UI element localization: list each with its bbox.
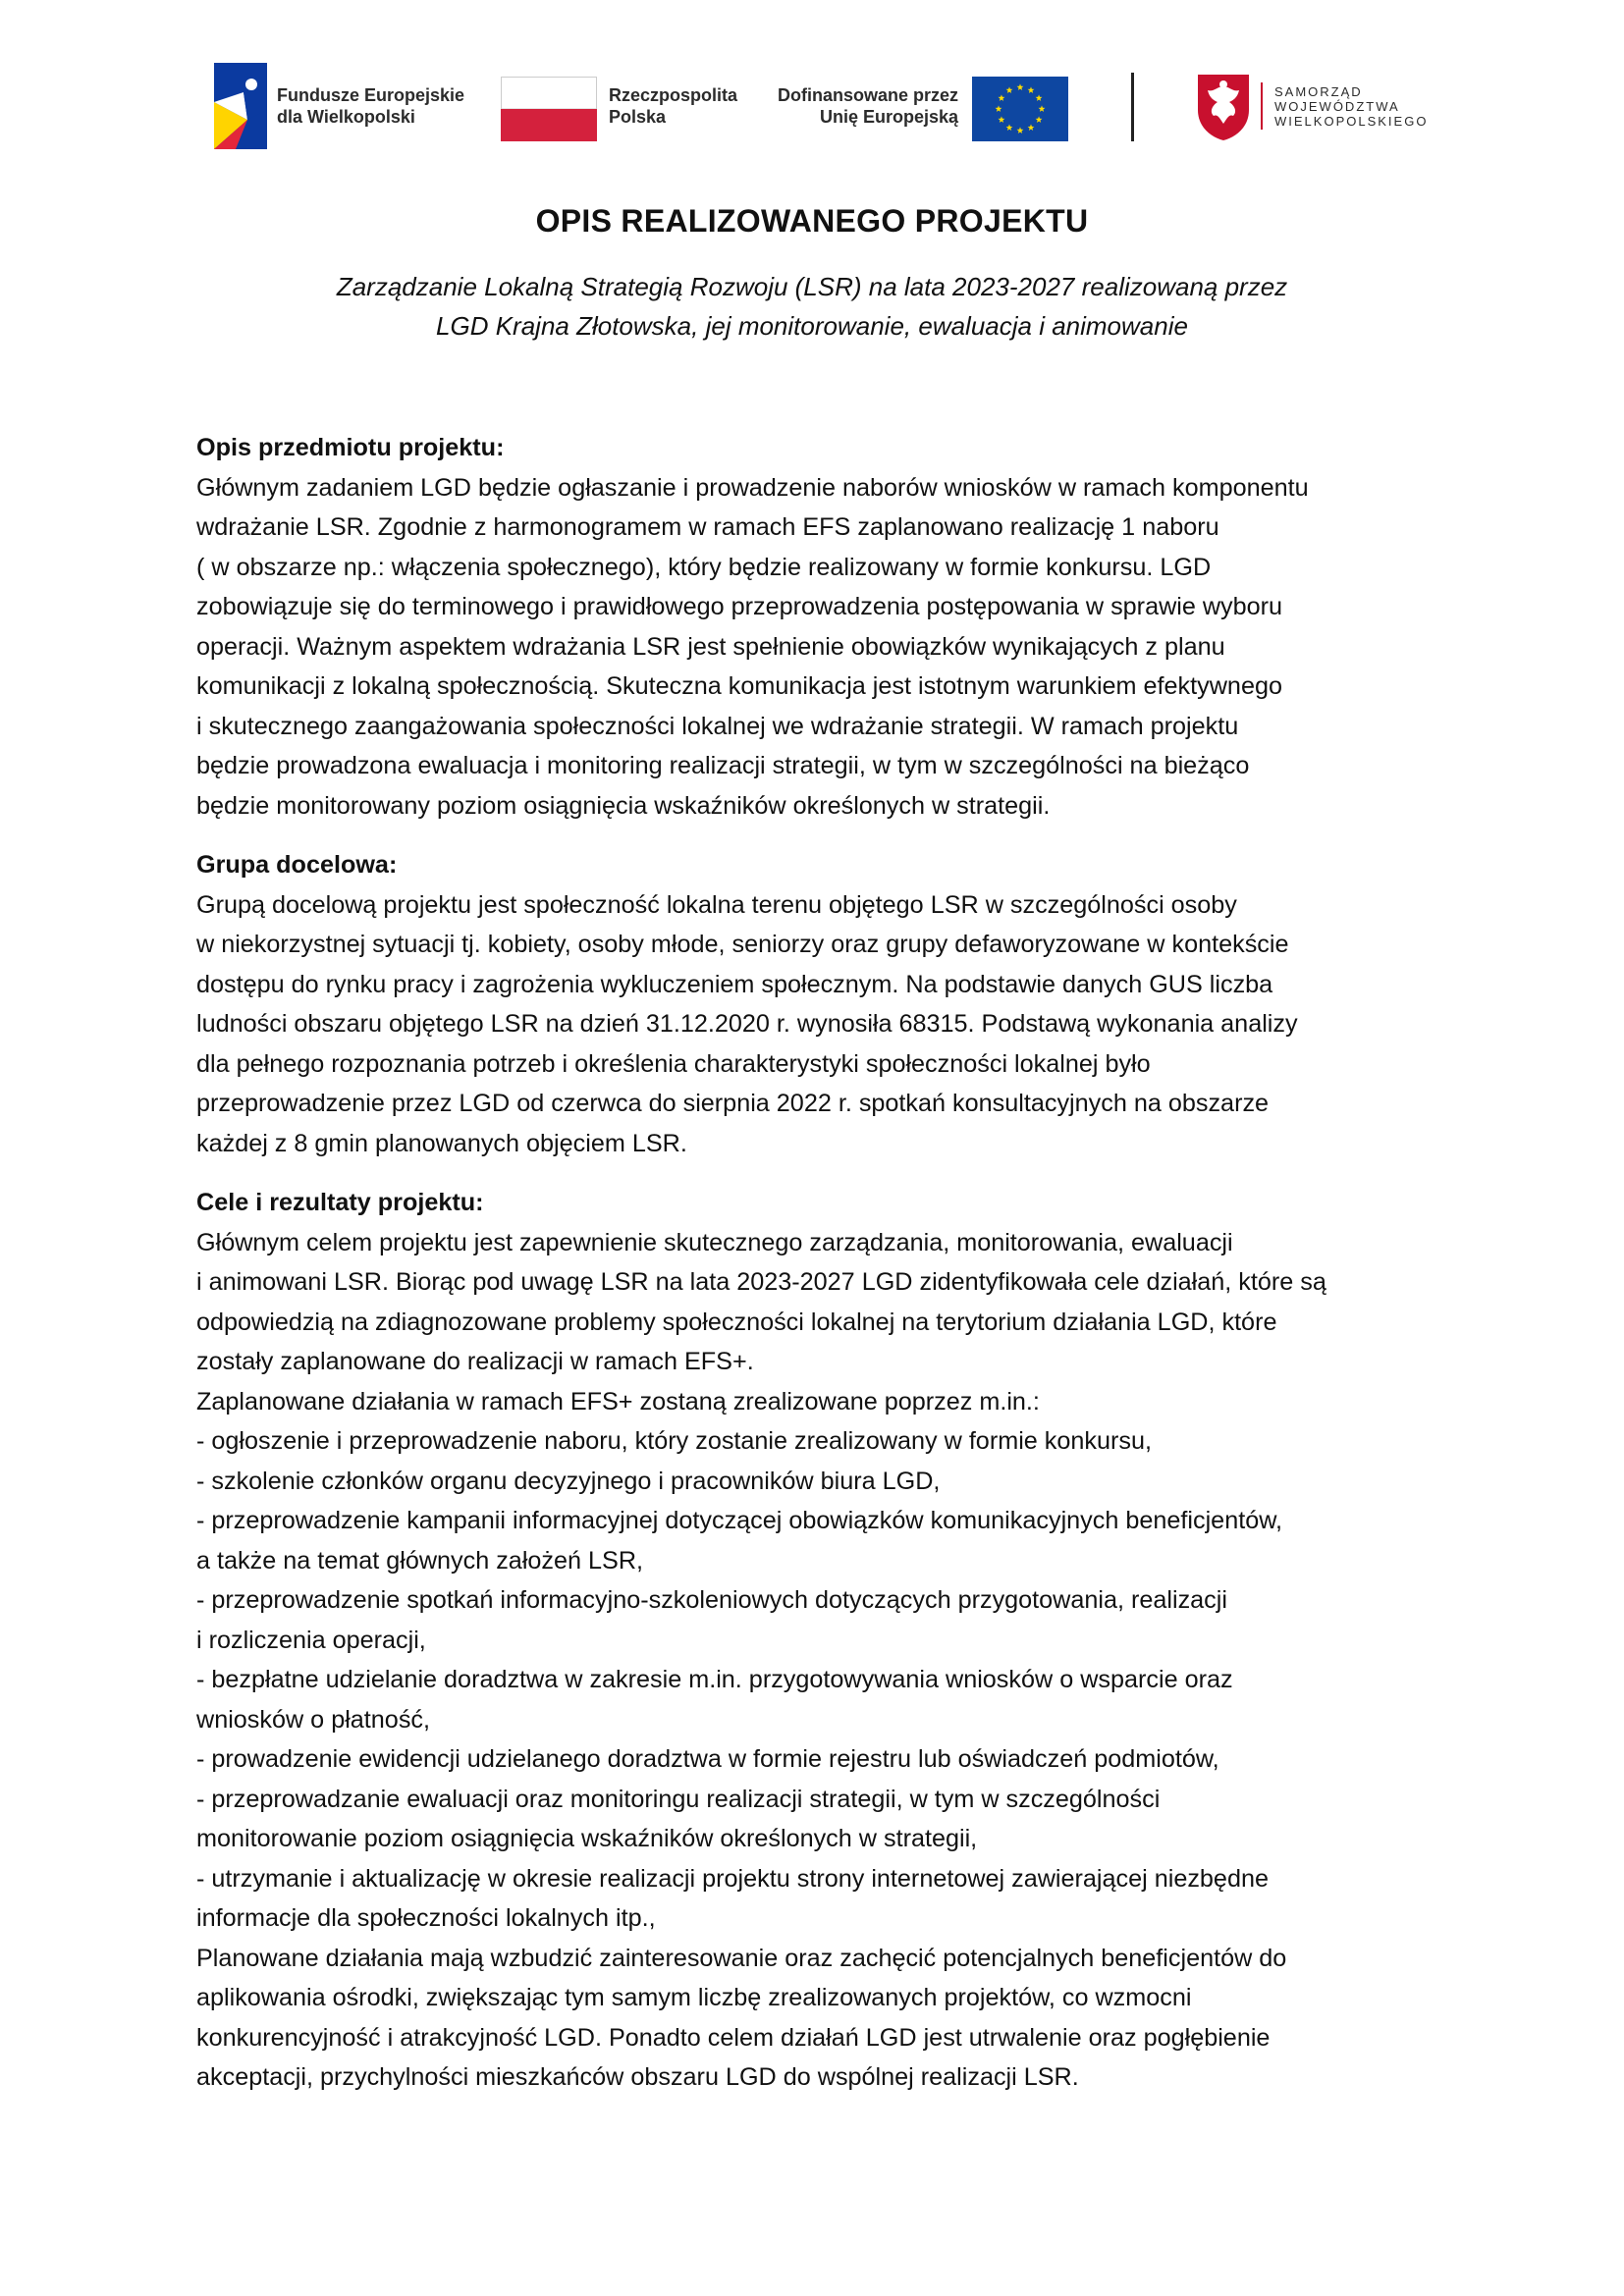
paragraph-line: będzie monitorowany poziom osiągnięcia wskaźników określonych w strategii. (196, 791, 1051, 820)
fe-logo-text: Fundusze Europejskie dla Wielkopolski (277, 85, 465, 127)
polish-flag-icon (501, 77, 597, 141)
document-body (196, 428, 1443, 2117)
paragraph-line: aplikowania ośrodki, zwiększając tym samym liczbę zrealizowanych projektów, co wzmocni (196, 1984, 1192, 2011)
paragraph-line: ludności obszaru objętego LSR na dzień 31.12.2020 r. wynosiła 68315. Podstawą wykonania analizy (196, 1010, 1298, 1038)
paragraph-line: Głównym celem projektu jest zapewnienie skutecznego zarządzania, monitorowania, ewaluacji (196, 1228, 1233, 1256)
paragraph-line: Grupą docelową projektu jest społeczność lokalna terenu objętego LSR w szczególności osoby (196, 890, 1237, 919)
paragraph-line: każdej z 8 gmin planowanych objęciem LSR. (196, 1129, 687, 1157)
paragraph-line: będzie prowadzona ewaluacja i monitoring realizacji strategii, w tym w szczególności na bieżąco (196, 752, 1250, 779)
paragraph-line: i skutecznego zaangażowania społeczności lokalnej we wdrażanie strategii. W ramach projektu (196, 712, 1239, 740)
sws-red-bar (1261, 82, 1263, 130)
paragraph-line: i animowani LSR. Biorąc pod uwagę LSR na lata 2023-2027 LGD zidentyfikowała cele działań, które są (196, 1268, 1326, 1296)
section-heading: Grupa docelowa: (196, 851, 398, 879)
section-heading: Opis przedmiotu projektu: (196, 434, 505, 461)
paragraph-line: - przeprowadzenie spotkań informacyjno-szkoleniowych dotyczących przygotowania, realizacji (196, 1586, 1227, 1614)
paragraph-line: wdrażanie LSR. Zgodnie z harmonogramem w ramach EFS zaplanowano realizację 1 naboru (196, 513, 1219, 541)
paragraph-line: dostępu do rynku pracy i zagrożenia wykluczeniem społecznym. Na podstawie danych GUS liczba (196, 970, 1273, 998)
paragraph-line: a także na temat głównych założeń LSR, (196, 1546, 644, 1575)
fe-logo-icon (214, 63, 267, 149)
paragraph-line: - utrzymanie i aktualizację w okresie realizacji projektu strony internetowej zawierającej niezbędne (196, 1864, 1269, 1893)
paragraph-line: monitorowanie poziom osiągnięcia wskaźników określonych w strategii, (196, 1825, 978, 1852)
document-subtitle (0, 267, 1624, 346)
paragraph-line: Zaplanowane działania w ramach EFS+ zostaną zrealizowane poprzez m.in.: (196, 1387, 1040, 1415)
paragraph-line: i rozliczenia operacji, (196, 1626, 426, 1654)
paragraph-line: w niekorzystnej sytuacji tj. kobiety, osoby młode, seniorzy oraz grupy defaworyzowane w kontekście (196, 931, 1289, 958)
paragraph-line: Planowane działania mają wzbudzić zainteresowanie oraz zachęcić potencjalnych beneficjentów do (196, 1944, 1287, 1972)
section (196, 845, 1443, 1163)
section (196, 428, 1443, 826)
paragraph-line: informacje dla społeczności lokalnych itp., (196, 1904, 656, 1932)
paragraph-line: przeprowadzenie przez LGD od czerwca do sierpnia 2022 r. spotkań konsultacyjnych na obszarze (196, 1090, 1270, 1117)
paragraph-line: konkurencyjność i atrakcyjność LGD. Ponadto celem działań LGD jest utrwalenie oraz pogłębienie (196, 2023, 1271, 2052)
document-title: OPIS REALIZOWANEGO PROJEKTU (535, 203, 1089, 239)
paragraph-line: - szkolenie członków organu decyzyjnego i pracowników biura LGD, (196, 1467, 941, 1495)
paragraph-line: - prowadzenie ewidencji udzielanego doradztwa w formie rejestru lub oświadczeń podmiotów, (196, 1745, 1219, 1773)
paragraph-line: operacji. Ważnym aspektem wdrażania LSR jest spełnienie obowiązków wynikających z planu (196, 632, 1225, 661)
paragraph-line: dla pełnego rozpoznania potrzeb i określenia charakterystyki społeczności lokalnej było (196, 1049, 1151, 1078)
paragraph-line: - ogłoszenie i przeprowadzenie naboru, który zostanie zrealizowany w formie konkursu, (196, 1427, 1152, 1455)
paragraph-line: - przeprowadzenie kampanii informacyjnej dotyczącej obowiązków komunikacyjnych beneficjentów, (196, 1507, 1282, 1534)
paragraph-line: odpowiedzią na zdiagnozowane problemy społeczności lokalnej na terytorium działania LGD, które (196, 1308, 1277, 1336)
eu-logo-text: Dofinansowane przez Unię Europejską (778, 85, 959, 127)
eu-flag-icon (972, 77, 1068, 141)
paragraph-line: wniosków o płatność, (196, 1705, 431, 1734)
section (196, 1183, 1443, 2098)
subtitle-line: Zarządzanie Lokalną Strategią Rozwoju (LSR) na lata 2023-2027 realizowaną przez (336, 272, 1288, 301)
subtitle-line: LGD Krajna Złotowska, jej monitorowanie, ewaluacja i animowanie (436, 311, 1188, 341)
logo-divider (1131, 73, 1134, 141)
paragraph-line: komunikacji z lokalną społecznością. Skuteczna komunikacja jest istotnym warunkiem efektywnego (196, 672, 1282, 700)
section-heading: Cele i rezultaty projektu: (196, 1189, 484, 1216)
paragraph-line: - bezpłatne udzielanie doradztwa w zakresie m.in. przygotowywania wniosków o wsparcie oraz (196, 1666, 1233, 1693)
paragraph-line: akceptacji, przychylności mieszkańców obszaru LGD do wspólnej realizacji LSR. (196, 2063, 1079, 2091)
paragraph-line: ( w obszarze np.: włączenia społecznego), który będzie realizowany w formie konkursu. LGD (196, 553, 1212, 581)
coat-of-arms-icon (1196, 73, 1251, 141)
sws-logo-text: SAMORZĄD WOJEWÓDZTWA WIELKOPOLSKIEGO (1274, 84, 1429, 129)
paragraph-line: zobowiązuje się do terminowego i prawidłowego przeprowadzenia postępowania w sprawie wyboru (196, 593, 1283, 620)
paragraph-line: - przeprowadzanie ewaluacji oraz monitoringu realizacji strategii, w tym w szczególności (196, 1785, 1161, 1813)
rp-logo-text: Rzeczpospolita Polska (609, 85, 738, 127)
paragraph-line: Głównym zadaniem LGD będzie ogłaszanie i prowadzenie naborów wniosków w ramach komponentu (196, 473, 1309, 502)
paragraph-line: zostały zaplanowane do realizacji w ramach EFS+. (196, 1348, 754, 1375)
